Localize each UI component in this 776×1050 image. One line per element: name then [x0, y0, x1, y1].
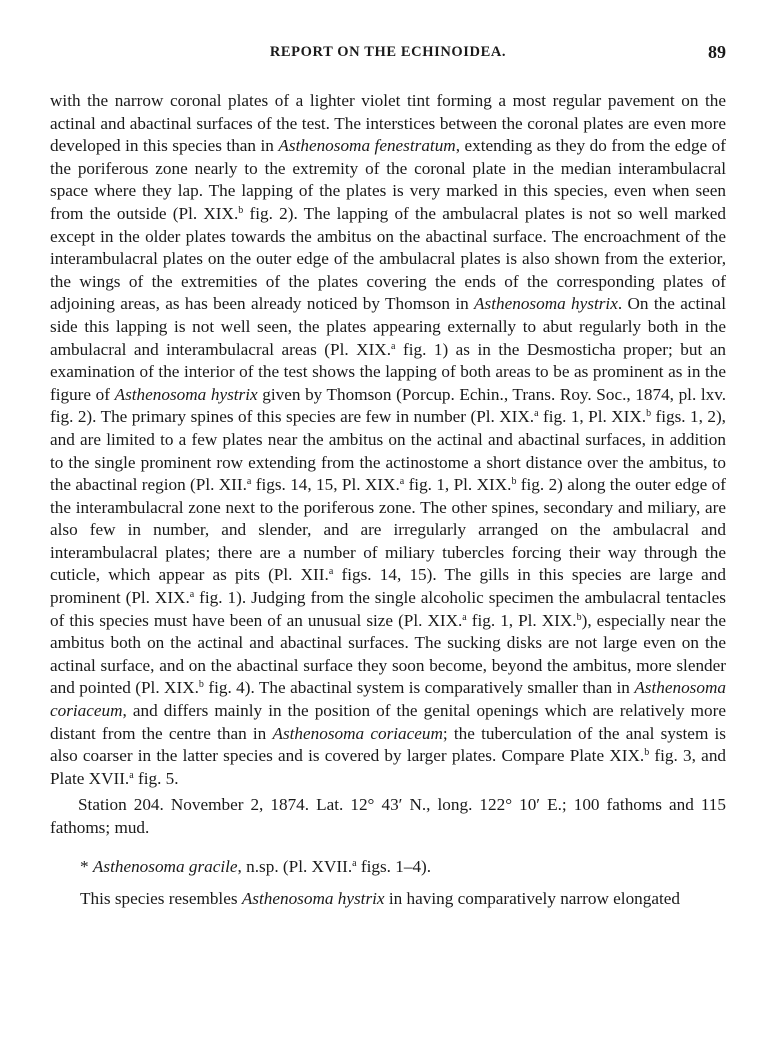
page-header [50, 44, 726, 66]
species-heading: * Asthenosoma gracile, n.sp. (Pl. XVII.$^a$ figs. 1–4). [80, 856, 432, 876]
station-record: Station 204. November 2, 1874. Lat. 12° 43′ N., long. 122° 10′ E.; 100 fathoms and 115 fathoms; mud. [50, 795, 726, 837]
page-number: 89 [708, 42, 726, 62]
paragraph-description: with the narrow coronal plates of a lighter violet tint forming a most regular pavement on the actinal and abactinal surfaces of the test. The interstices between the coronal plates are even more developed in this species than in Asthenosoma fenestratum, extending as they do from the edge of the poriferous zone nearly to the extremity of the coronal plate in the median interambulacral space where they lap. The lapping of the plates is very marked in this species, even when seen from the outside (Pl. XIX.$^b$ fig. 2). The lapping of the ambulacral plates is not so well marked except in the older plates towards the ambitus on the abactinal surface. The encroachment of the interambulacral plates on the outer edge of the ambulacral plates is also shown from the exterior, the wings of the extremities of the plates covering the ends of the corresponding plates of adjoining areas, as has been already noticed by Thomson in Asthenosoma hystrix. On the actinal side this lapping is not well seen, the plates appearing externally to abut regularly both in the ambulacral and interambulacral areas (Pl. XIX.$^a$ fig. 1) as in the Desmosticha proper; but an examination of the interior of the test shows the lapping of both areas to be as prominent as in the figure of Asthenosoma hystrix given by Thomson (Porcup. Echin., Trans. Roy. Soc., 1874, pl. lxv. fig. 2). The primary spines of this species are few in number (Pl. XIX.$^a$ fig. 1, Pl. XIX.$^b$ figs. 1, 2), and are limited to a few plates near the ambitus on the actinal and abactinal surfaces, in addition to the single prominent row extending from the actinostome a short distance over the ambitus, to the abactinal region (Pl. XII.$^a$ figs. 14, 15, Pl. XIX.$^a$ fig. 1, Pl. XIX.$^b$ fig. 2) along the outer edge of the interambulacral zone next to the poriferous zone. The other spines, secondary and miliary, are also few in number, and slender, and are irregularly arranged on the ambulacral and interambulacral plates; there are a number of miliary tubercles forcing their way through the cuticle, which appear as pits (Pl. XII.$^a$ figs. 14, 15). The gills in this species are large and prominent (Pl. XIX.$^a$ fig. 1). Judging from the single alcoholic specimen the ambulacral tentacles of this species must have been of an unusual size (Pl. XIX.$^a$ fig. 1, Pl. XIX.$^b$), especially near the ambitus both on the actinal and abactinal surfaces. The sucking disks are not large even on the actinal surface, and on the abactinal surface they soon become, beyond the ambitus, more slender and pointed (Pl. XIX.$^b$ fig. 4). The abactinal system is comparatively smaller than in Asthenosoma coriaceum, and differs mainly in the position of the genital openings which are relatively more distant from the centre than in Asthenosoma coriaceum; the tuberculation of the anal system is also coarser in the latter species and is covered by larger plates. Compare Plate XIX.$^b$ fig. 3, and Plate XVII.$^a$ fig. 5. [50, 91, 727, 788]
species-description: This species resembles Asthenosoma hystrix in having comparatively narrow elongated [80, 889, 680, 909]
running-title: REPORT ON THE ECHINOIDEA. [269, 44, 507, 60]
body-text [50, 90, 726, 911]
